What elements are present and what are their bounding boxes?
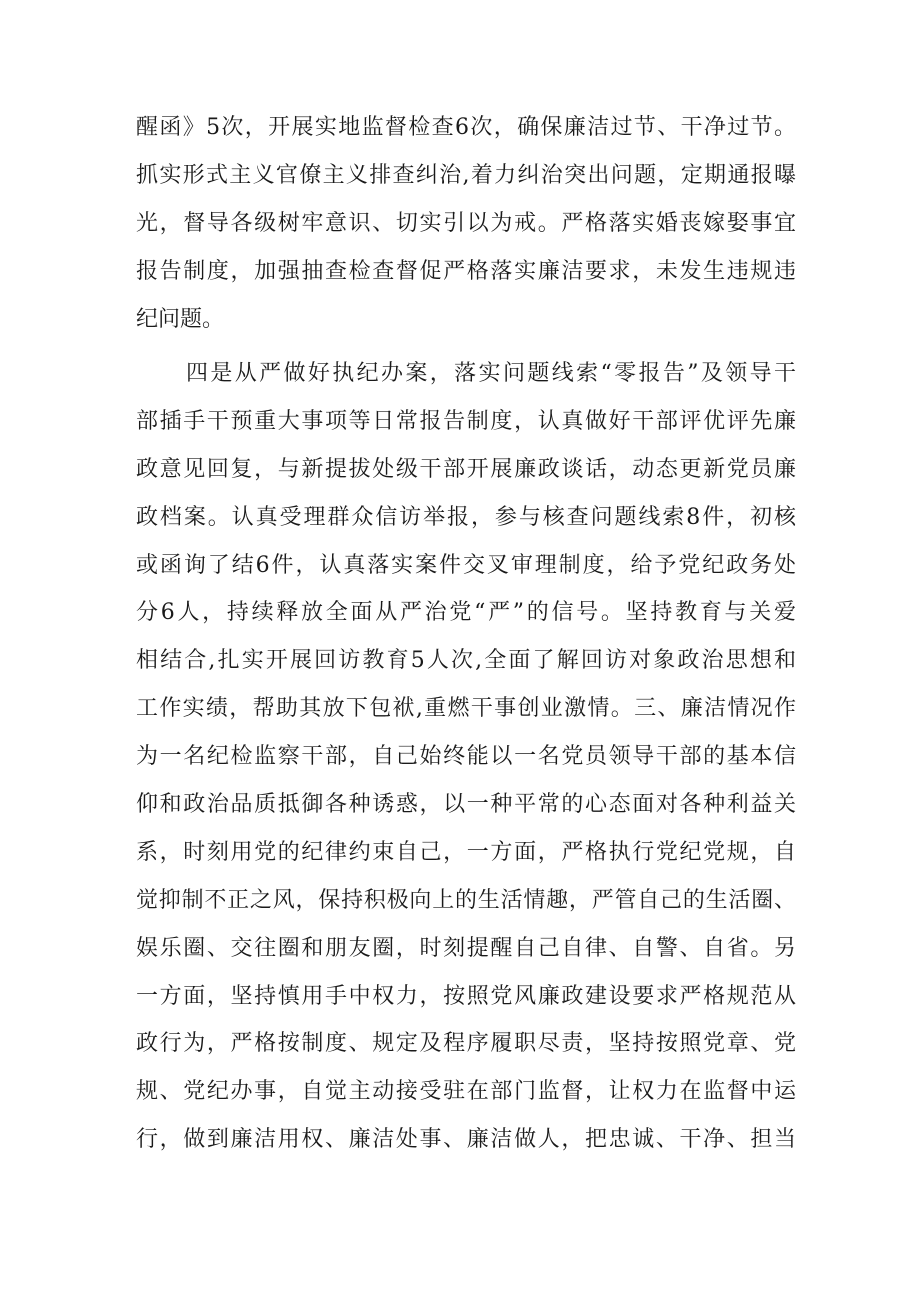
text-line: 相结合,扎实开展回访教育5人次,全面了解回访对象政治思想和 [136, 648, 796, 674]
text-line: 抓实形式主义官僚主义排查纠治,着力纠治突出问题，定期通报曝 [136, 162, 796, 188]
text-line: 部插手干预重大事项等日常报告制度，认真做好干部评优评先廉 [136, 408, 796, 434]
text-line: 醒函》5次，开展实地监督检查6次，确保廉洁过节、干净过节。 [136, 115, 796, 140]
text-line: 规、党纪办事，自觉主动接受驻在部门监督，让权力在监督中运 [136, 1079, 796, 1105]
text-line: 纪问题。 [136, 306, 225, 332]
text-line: 仰和政治品质抵御各种诱惑，以一种平常的心态面对各种利益关 [136, 792, 796, 818]
text-line: 政行为，严格按制度、规定及程序履职尽责，坚持按照党章、党 [136, 1031, 796, 1057]
paragraph-discipline-cases [136, 350, 796, 1164]
text-line: 政档案。认真受理群众信访举报，参与核查问题线索8件，初核 [136, 504, 796, 530]
text-line: 分6人，持续释放全面从严治党“严”的信号。坚持教育与关爱 [136, 600, 796, 626]
paragraph-continued [136, 104, 796, 343]
text-line: 或函询了结6件，认真落实案件交叉审理制度，给予党纪政务处 [136, 552, 796, 578]
text-line: 一方面，坚持慎用手中权力，按照党风廉政建设要求严格规范从 [136, 983, 796, 1009]
text-line: 光，督导各级树牢意识、切实引以为戒。严格落实婚丧嫁娶事宜 [136, 210, 796, 236]
text-line: 行，做到廉洁用权、廉洁处事、廉洁做人，把忠诚、干净、担当 [136, 1127, 796, 1153]
text-line: 工作实绩，帮助其放下包袱,重燃干事创业激情。三、廉洁情况作 [136, 696, 796, 722]
text-line: 四是从严做好执纪办案，落实问题线索“零报告”及领导干 [186, 361, 796, 386]
text-line: 娱乐圈、交往圈和朋友圈，时刻提醒自己自律、自警、自省。另 [136, 935, 796, 961]
text-line: 政意见回复，与新提拔处级干部开展廉政谈话，动态更新党员廉 [136, 456, 796, 482]
text-line: 为一名纪检监察干部，自己始终能以一名党员领导干部的基本信 [136, 744, 796, 770]
text-line: 觉抑制不正之风，保持积极向上的生活情趣，严管自己的生活圈、 [136, 887, 796, 913]
text-line: 报告制度，加强抽查检查督促严格落实廉洁要求，未发生违规违 [136, 258, 796, 284]
text-line: 系，时刻用党的纪律约束自己，一方面，严格执行党纪党规，自 [136, 839, 796, 865]
